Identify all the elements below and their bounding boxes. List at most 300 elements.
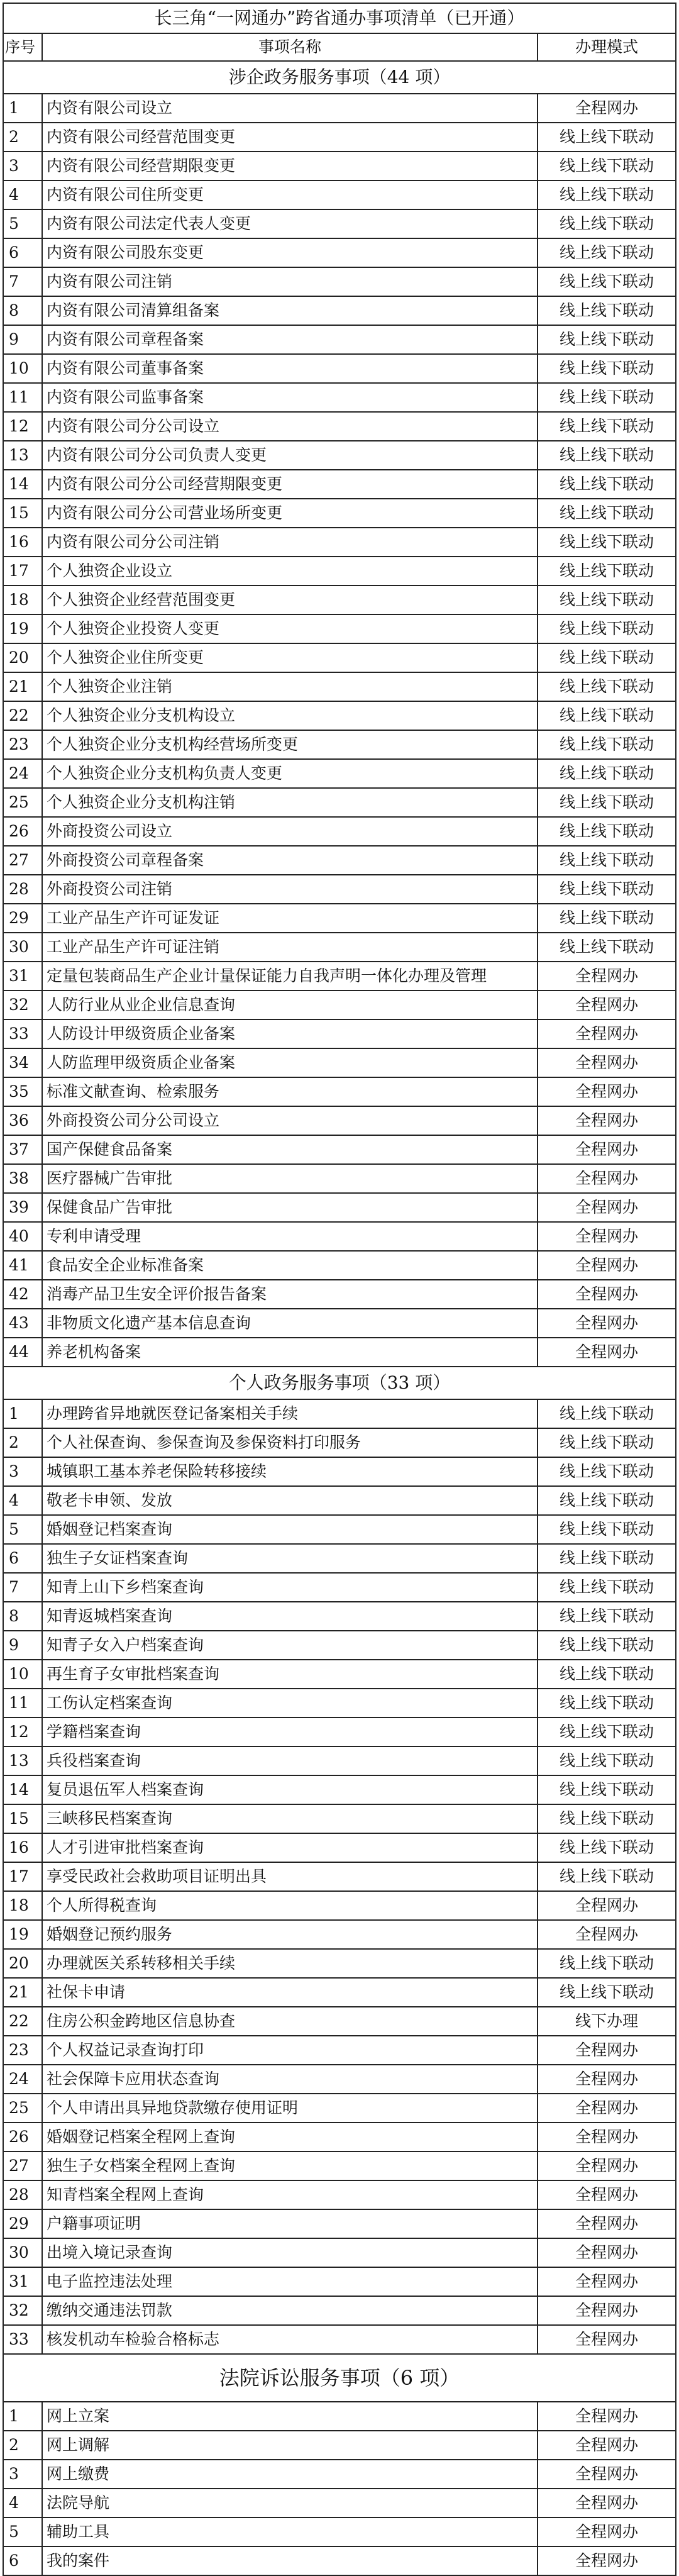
row-service-mode: 线上线下联动 — [538, 614, 676, 643]
row-service-mode: 全程网办 — [538, 2402, 676, 2431]
row-number: 41 — [3, 1251, 42, 1280]
row-service-mode: 线上线下联动 — [538, 672, 676, 701]
row-number: 39 — [3, 1193, 42, 1222]
table-row — [3, 1106, 676, 1135]
row-item-name: 社保卡申请 — [42, 1978, 538, 2007]
table-row — [3, 441, 676, 470]
table-row — [3, 2489, 676, 2518]
row-service-mode: 线上线下联动 — [538, 238, 676, 267]
row-service-mode: 线上线下联动 — [538, 354, 676, 383]
row-item-name: 内资有限公司经营范围变更 — [42, 123, 538, 152]
row-item-name: 个人申请出具异地贷款缴存使用证明 — [42, 2094, 538, 2123]
row-item-name: 内资有限公司董事备案 — [42, 354, 538, 383]
row-item-name: 个人权益记录查询打印 — [42, 2036, 538, 2065]
row-item-name: 专利申请受理 — [42, 1222, 538, 1251]
table-row — [3, 846, 676, 875]
table-row — [3, 557, 676, 586]
table-row — [3, 1602, 676, 1631]
row-service-mode: 全程网办 — [538, 2518, 676, 2546]
row-item-name: 外商投资公司分公司设立 — [42, 1106, 538, 1135]
row-service-mode: 线上线下联动 — [538, 1718, 676, 1746]
row-item-name: 独生子女证档案查询 — [42, 1544, 538, 1573]
row-item-name: 内资有限公司分公司注销 — [42, 528, 538, 557]
row-service-mode: 全程网办 — [538, 94, 676, 123]
row-item-name: 内资有限公司注销 — [42, 267, 538, 296]
table-row — [3, 209, 676, 238]
row-item-name: 知青上山下乡档案查询 — [42, 1573, 538, 1602]
table-row — [3, 788, 676, 817]
table-row — [3, 1862, 676, 1891]
row-item-name: 内资有限公司章程备案 — [42, 325, 538, 354]
row-service-mode: 全程网办 — [538, 1338, 676, 1367]
row-item-name: 户籍事项证明 — [42, 2209, 538, 2238]
row-item-name: 婚姻登记档案全程网上查询 — [42, 2123, 538, 2151]
row-service-mode: 线上线下联动 — [538, 1399, 676, 1428]
row-service-mode: 全程网办 — [538, 1106, 676, 1135]
row-number: 35 — [3, 1077, 42, 1106]
row-number: 14 — [3, 1775, 42, 1804]
row-service-mode: 全程网办 — [538, 1280, 676, 1309]
row-item-name: 内资有限公司经营期限变更 — [42, 152, 538, 180]
row-number: 36 — [3, 1106, 42, 1135]
row-number: 2 — [3, 1428, 42, 1457]
row-number: 23 — [3, 2036, 42, 2065]
row-service-mode: 全程网办 — [538, 2065, 676, 2094]
row-service-mode: 全程网办 — [538, 2489, 676, 2518]
row-service-mode: 全程网办 — [538, 1164, 676, 1193]
row-number: 13 — [3, 1746, 42, 1775]
row-item-name: 内资有限公司住所变更 — [42, 180, 538, 209]
service-list-document — [3, 3, 676, 2576]
row-item-name: 享受民政社会救助项目证明出具 — [42, 1862, 538, 1891]
row-number: 13 — [3, 441, 42, 470]
row-service-mode: 线上线下联动 — [538, 1978, 676, 2007]
row-number: 23 — [3, 730, 42, 759]
row-number: 21 — [3, 672, 42, 701]
table-row — [3, 701, 676, 730]
section-header-row — [3, 1367, 676, 1399]
row-number: 7 — [3, 267, 42, 296]
table-row — [3, 1457, 676, 1486]
row-service-mode: 线上线下联动 — [538, 817, 676, 846]
row-item-name: 住房公积金跨地区信息协查 — [42, 2007, 538, 2036]
table-row — [3, 1048, 676, 1077]
row-number: 27 — [3, 846, 42, 875]
table-row — [3, 180, 676, 209]
table-row — [3, 759, 676, 788]
row-service-mode: 线上线下联动 — [538, 643, 676, 672]
row-item-name: 标准文献查询、检索服务 — [42, 1077, 538, 1106]
table-row — [3, 383, 676, 412]
row-number: 18 — [3, 1891, 42, 1920]
row-item-name: 医疗器械广告审批 — [42, 1164, 538, 1193]
row-number: 3 — [3, 1457, 42, 1486]
row-service-mode: 线上线下联动 — [538, 1457, 676, 1486]
row-service-mode: 线上线下联动 — [538, 412, 676, 441]
row-number: 15 — [3, 499, 42, 528]
row-service-mode: 全程网办 — [538, 2267, 676, 2296]
row-service-mode: 线上线下联动 — [538, 528, 676, 557]
row-item-name: 缴纳交通违法罚款 — [42, 2296, 538, 2325]
row-service-mode: 线上线下联动 — [538, 152, 676, 180]
table-row — [3, 614, 676, 643]
table-row — [3, 354, 676, 383]
row-number: 42 — [3, 1280, 42, 1309]
row-service-mode: 线上线下联动 — [538, 586, 676, 614]
table-row — [3, 1486, 676, 1515]
row-item-name: 内资有限公司设立 — [42, 94, 538, 123]
table-row — [3, 325, 676, 354]
row-number: 28 — [3, 2180, 42, 2209]
row-number: 40 — [3, 1222, 42, 1251]
table-row — [3, 1544, 676, 1573]
row-service-mode: 线上线下联动 — [538, 875, 676, 904]
row-number: 18 — [3, 586, 42, 614]
table-row — [3, 1077, 676, 1106]
table-row — [3, 1631, 676, 1660]
row-item-name: 独生子女档案全程网上查询 — [42, 2151, 538, 2180]
table-row — [3, 1135, 676, 1164]
table-row — [3, 2296, 676, 2325]
row-item-name: 保健食品广告审批 — [42, 1193, 538, 1222]
table-row — [3, 643, 676, 672]
row-item-name: 核发机动车检验合格标志 — [42, 2325, 538, 2354]
table-row — [3, 1428, 676, 1457]
table-row — [3, 1280, 676, 1309]
row-item-name: 内资有限公司清算组备案 — [42, 296, 538, 325]
row-item-name: 个人所得税查询 — [42, 1891, 538, 1920]
row-number: 33 — [3, 2325, 42, 2354]
row-service-mode: 线上线下联动 — [538, 1660, 676, 1689]
row-service-mode: 线上线下联动 — [538, 1689, 676, 1718]
table-row — [3, 1515, 676, 1544]
table-row — [3, 470, 676, 499]
row-service-mode: 全程网办 — [538, 991, 676, 1019]
row-item-name: 办理跨省异地就医登记备案相关手续 — [42, 1399, 538, 1428]
row-service-mode: 线上线下联动 — [538, 557, 676, 586]
table-title-row — [3, 3, 676, 33]
row-service-mode: 线上线下联动 — [538, 846, 676, 875]
row-item-name: 个人独资企业住所变更 — [42, 643, 538, 672]
table-row — [3, 1338, 676, 1367]
row-number: 24 — [3, 2065, 42, 2094]
table-row — [3, 672, 676, 701]
row-number: 31 — [3, 2267, 42, 2296]
row-number: 8 — [3, 1602, 42, 1631]
row-service-mode: 线上线下联动 — [538, 1573, 676, 1602]
row-number: 19 — [3, 1920, 42, 1949]
row-item-name: 个人社保查询、参保查询及参保资料打印服务 — [42, 1428, 538, 1457]
row-number: 26 — [3, 2123, 42, 2151]
row-number: 17 — [3, 1862, 42, 1891]
row-number: 34 — [3, 1048, 42, 1077]
row-number: 20 — [3, 643, 42, 672]
table-row — [3, 238, 676, 267]
row-item-name: 外商投资公司章程备案 — [42, 846, 538, 875]
row-item-name: 知青档案全程网上查询 — [42, 2180, 538, 2209]
row-item-name: 个人独资企业分支机构设立 — [42, 701, 538, 730]
row-number: 37 — [3, 1135, 42, 1164]
row-number: 12 — [3, 412, 42, 441]
row-number: 9 — [3, 1631, 42, 1660]
row-number: 25 — [3, 788, 42, 817]
table-row — [3, 1891, 676, 1920]
table-row — [3, 1689, 676, 1718]
row-service-mode: 线上线下联动 — [538, 1949, 676, 1978]
row-service-mode: 线上线下联动 — [538, 1428, 676, 1457]
table-row — [3, 2180, 676, 2209]
row-number: 14 — [3, 470, 42, 499]
row-number: 20 — [3, 1949, 42, 1978]
table-row — [3, 1775, 676, 1804]
row-item-name: 工业产品生产许可证发证 — [42, 904, 538, 933]
table-row — [3, 817, 676, 846]
row-number: 29 — [3, 2209, 42, 2238]
table-row — [3, 1920, 676, 1949]
table-row — [3, 1019, 676, 1048]
row-number: 38 — [3, 1164, 42, 1193]
row-item-name: 电子监控违法处理 — [42, 2267, 538, 2296]
row-service-mode: 全程网办 — [538, 2238, 676, 2267]
row-number: 2 — [3, 2431, 42, 2460]
table-row — [3, 2007, 676, 2036]
row-number: 6 — [3, 2546, 42, 2575]
row-item-name: 工业产品生产许可证注销 — [42, 933, 538, 962]
row-item-name: 内资有限公司分公司营业场所变更 — [42, 499, 538, 528]
row-number: 1 — [3, 1399, 42, 1428]
header-name: 事项名称 — [42, 33, 538, 61]
row-service-mode: 线上线下联动 — [538, 1631, 676, 1660]
row-service-mode: 全程网办 — [538, 962, 676, 991]
row-service-mode: 全程网办 — [538, 2209, 676, 2238]
table-row — [3, 152, 676, 180]
service-list-table — [3, 3, 676, 2576]
table-row — [3, 1222, 676, 1251]
row-item-name: 内资有限公司股东变更 — [42, 238, 538, 267]
row-item-name: 复员退伍军人档案查询 — [42, 1775, 538, 1804]
row-service-mode: 线上线下联动 — [538, 470, 676, 499]
row-item-name: 内资有限公司监事备案 — [42, 383, 538, 412]
table-row — [3, 1660, 676, 1689]
row-service-mode: 线上线下联动 — [538, 1804, 676, 1833]
table-row — [3, 1573, 676, 1602]
row-number: 28 — [3, 875, 42, 904]
row-item-name: 三峡移民档案查询 — [42, 1804, 538, 1833]
row-item-name: 定量包装商品生产企业计量保证能力自我声明一体化办理及管理 — [42, 962, 538, 991]
table-row — [3, 2065, 676, 2094]
row-number: 4 — [3, 2489, 42, 2518]
row-number: 27 — [3, 2151, 42, 2180]
row-number: 33 — [3, 1019, 42, 1048]
row-item-name: 内资有限公司分公司负责人变更 — [42, 441, 538, 470]
row-number: 22 — [3, 701, 42, 730]
table-row — [3, 2151, 676, 2180]
row-service-mode: 全程网办 — [538, 2546, 676, 2575]
table-row — [3, 730, 676, 759]
section-title: 个人政务服务事项（33 项） — [3, 1367, 676, 1399]
row-service-mode: 线上线下联动 — [538, 267, 676, 296]
row-item-name: 再生育子女审批档案查询 — [42, 1660, 538, 1689]
row-number: 4 — [3, 180, 42, 209]
row-item-name: 工伤认定档案查询 — [42, 1689, 538, 1718]
table-row — [3, 1978, 676, 2007]
row-item-name: 个人独资企业注销 — [42, 672, 538, 701]
row-service-mode: 全程网办 — [538, 2296, 676, 2325]
table-row — [3, 1746, 676, 1775]
row-number: 8 — [3, 296, 42, 325]
table-row — [3, 1193, 676, 1222]
row-number: 16 — [3, 1833, 42, 1862]
row-item-name: 城镇职工基本养老保险转移接续 — [42, 1457, 538, 1486]
table-row — [3, 1718, 676, 1746]
row-service-mode: 线上线下联动 — [538, 1775, 676, 1804]
row-number: 5 — [3, 209, 42, 238]
row-service-mode: 线上线下联动 — [538, 788, 676, 817]
row-item-name: 个人独资企业投资人变更 — [42, 614, 538, 643]
table-row — [3, 2123, 676, 2151]
row-service-mode: 线上线下联动 — [538, 1544, 676, 1573]
table-row — [3, 1399, 676, 1428]
table-row — [3, 2402, 676, 2431]
row-item-name: 消毒产品卫生安全评价报告备案 — [42, 1280, 538, 1309]
table-header-row — [3, 33, 676, 61]
row-service-mode: 线上线下联动 — [538, 296, 676, 325]
row-item-name: 内资有限公司分公司设立 — [42, 412, 538, 441]
table-row — [3, 1164, 676, 1193]
row-number: 43 — [3, 1309, 42, 1338]
table-row — [3, 2267, 676, 2296]
row-service-mode: 线上线下联动 — [538, 904, 676, 933]
row-item-name: 社会保障卡应用状态查询 — [42, 2065, 538, 2094]
row-number: 5 — [3, 2518, 42, 2546]
row-item-name: 外商投资公司设立 — [42, 817, 538, 846]
row-service-mode: 线上线下联动 — [538, 499, 676, 528]
table-row — [3, 586, 676, 614]
row-number: 32 — [3, 991, 42, 1019]
row-service-mode: 全程网办 — [538, 2180, 676, 2209]
row-service-mode: 线上线下联动 — [538, 759, 676, 788]
row-item-name: 知青子女入户档案查询 — [42, 1631, 538, 1660]
row-service-mode: 线上线下联动 — [538, 1515, 676, 1544]
row-service-mode: 线上线下联动 — [538, 180, 676, 209]
row-number: 10 — [3, 1660, 42, 1689]
row-number: 26 — [3, 817, 42, 846]
row-service-mode: 线上线下联动 — [538, 441, 676, 470]
row-service-mode: 全程网办 — [538, 2325, 676, 2354]
row-item-name: 人防监理甲级资质企业备案 — [42, 1048, 538, 1077]
row-number: 30 — [3, 933, 42, 962]
row-service-mode: 线上线下联动 — [538, 701, 676, 730]
row-item-name: 学籍档案查询 — [42, 1718, 538, 1746]
row-item-name: 出境入境记录查询 — [42, 2238, 538, 2267]
header-mode: 办理模式 — [538, 33, 676, 61]
row-number: 32 — [3, 2296, 42, 2325]
table-row — [3, 2546, 676, 2575]
row-service-mode: 线下办理 — [538, 2007, 676, 2036]
table-row — [3, 933, 676, 962]
row-number: 29 — [3, 904, 42, 933]
row-item-name: 个人独资企业设立 — [42, 557, 538, 586]
row-item-name: 网上立案 — [42, 2402, 538, 2431]
row-number: 1 — [3, 2402, 42, 2431]
row-service-mode: 线上线下联动 — [538, 1486, 676, 1515]
row-item-name: 个人独资企业分支机构注销 — [42, 788, 538, 817]
row-service-mode: 全程网办 — [538, 1077, 676, 1106]
row-service-mode: 线上线下联动 — [538, 383, 676, 412]
row-number: 31 — [3, 962, 42, 991]
row-item-name: 非物质文化遗产基本信息查询 — [42, 1309, 538, 1338]
row-item-name: 人才引进审批档案查询 — [42, 1833, 538, 1862]
row-service-mode: 全程网办 — [538, 2094, 676, 2123]
row-number: 30 — [3, 2238, 42, 2267]
row-service-mode: 线上线下联动 — [538, 933, 676, 962]
table-row — [3, 2094, 676, 2123]
row-item-name: 食品安全企业标准备案 — [42, 1251, 538, 1280]
row-service-mode: 线上线下联动 — [538, 1746, 676, 1775]
row-number: 22 — [3, 2007, 42, 2036]
row-number: 12 — [3, 1718, 42, 1746]
row-service-mode: 全程网办 — [538, 1135, 676, 1164]
row-service-mode: 全程网办 — [538, 2431, 676, 2460]
table-row — [3, 2460, 676, 2489]
table-row — [3, 296, 676, 325]
row-number: 24 — [3, 759, 42, 788]
row-number: 3 — [3, 2460, 42, 2489]
row-item-name: 网上调解 — [42, 2431, 538, 2460]
table-row — [3, 499, 676, 528]
row-item-name: 知青返城档案查询 — [42, 1602, 538, 1631]
table-row — [3, 2238, 676, 2267]
table-row — [3, 2518, 676, 2546]
row-item-name: 我的案件 — [42, 2546, 538, 2575]
row-service-mode: 全程网办 — [538, 1920, 676, 1949]
row-item-name: 内资有限公司法定代表人变更 — [42, 209, 538, 238]
row-item-name: 兵役档案查询 — [42, 1746, 538, 1775]
row-number: 6 — [3, 1544, 42, 1573]
row-number: 21 — [3, 1978, 42, 2007]
table-row — [3, 1804, 676, 1833]
row-item-name: 婚姻登记预约服务 — [42, 1920, 538, 1949]
row-service-mode: 线上线下联动 — [538, 1833, 676, 1862]
row-service-mode: 线上线下联动 — [538, 325, 676, 354]
table-row — [3, 962, 676, 991]
row-number: 25 — [3, 2094, 42, 2123]
row-service-mode: 全程网办 — [538, 2123, 676, 2151]
row-item-name: 人防行业从业企业信息查询 — [42, 991, 538, 1019]
row-service-mode: 全程网办 — [538, 2036, 676, 2065]
row-service-mode: 线上线下联动 — [538, 209, 676, 238]
table-row — [3, 528, 676, 557]
row-service-mode: 全程网办 — [538, 1019, 676, 1048]
row-number: 11 — [3, 1689, 42, 1718]
row-number: 11 — [3, 383, 42, 412]
section-header-row — [3, 2354, 676, 2402]
row-number: 2 — [3, 123, 42, 152]
row-number: 44 — [3, 1338, 42, 1367]
row-number: 4 — [3, 1486, 42, 1515]
table-row — [3, 991, 676, 1019]
page-title: 长三角“一网通办”跨省通办事项清单（已开通） — [3, 3, 676, 33]
row-item-name: 婚姻登记档案查询 — [42, 1515, 538, 1544]
row-item-name: 个人独资企业分支机构负责人变更 — [42, 759, 538, 788]
row-item-name: 辅助工具 — [42, 2518, 538, 2546]
table-row — [3, 2209, 676, 2238]
row-item-name: 敬老卡申领、发放 — [42, 1486, 538, 1515]
row-item-name: 个人独资企业分支机构经营场所变更 — [42, 730, 538, 759]
table-row — [3, 1949, 676, 1978]
table-row — [3, 1309, 676, 1338]
row-number: 17 — [3, 557, 42, 586]
